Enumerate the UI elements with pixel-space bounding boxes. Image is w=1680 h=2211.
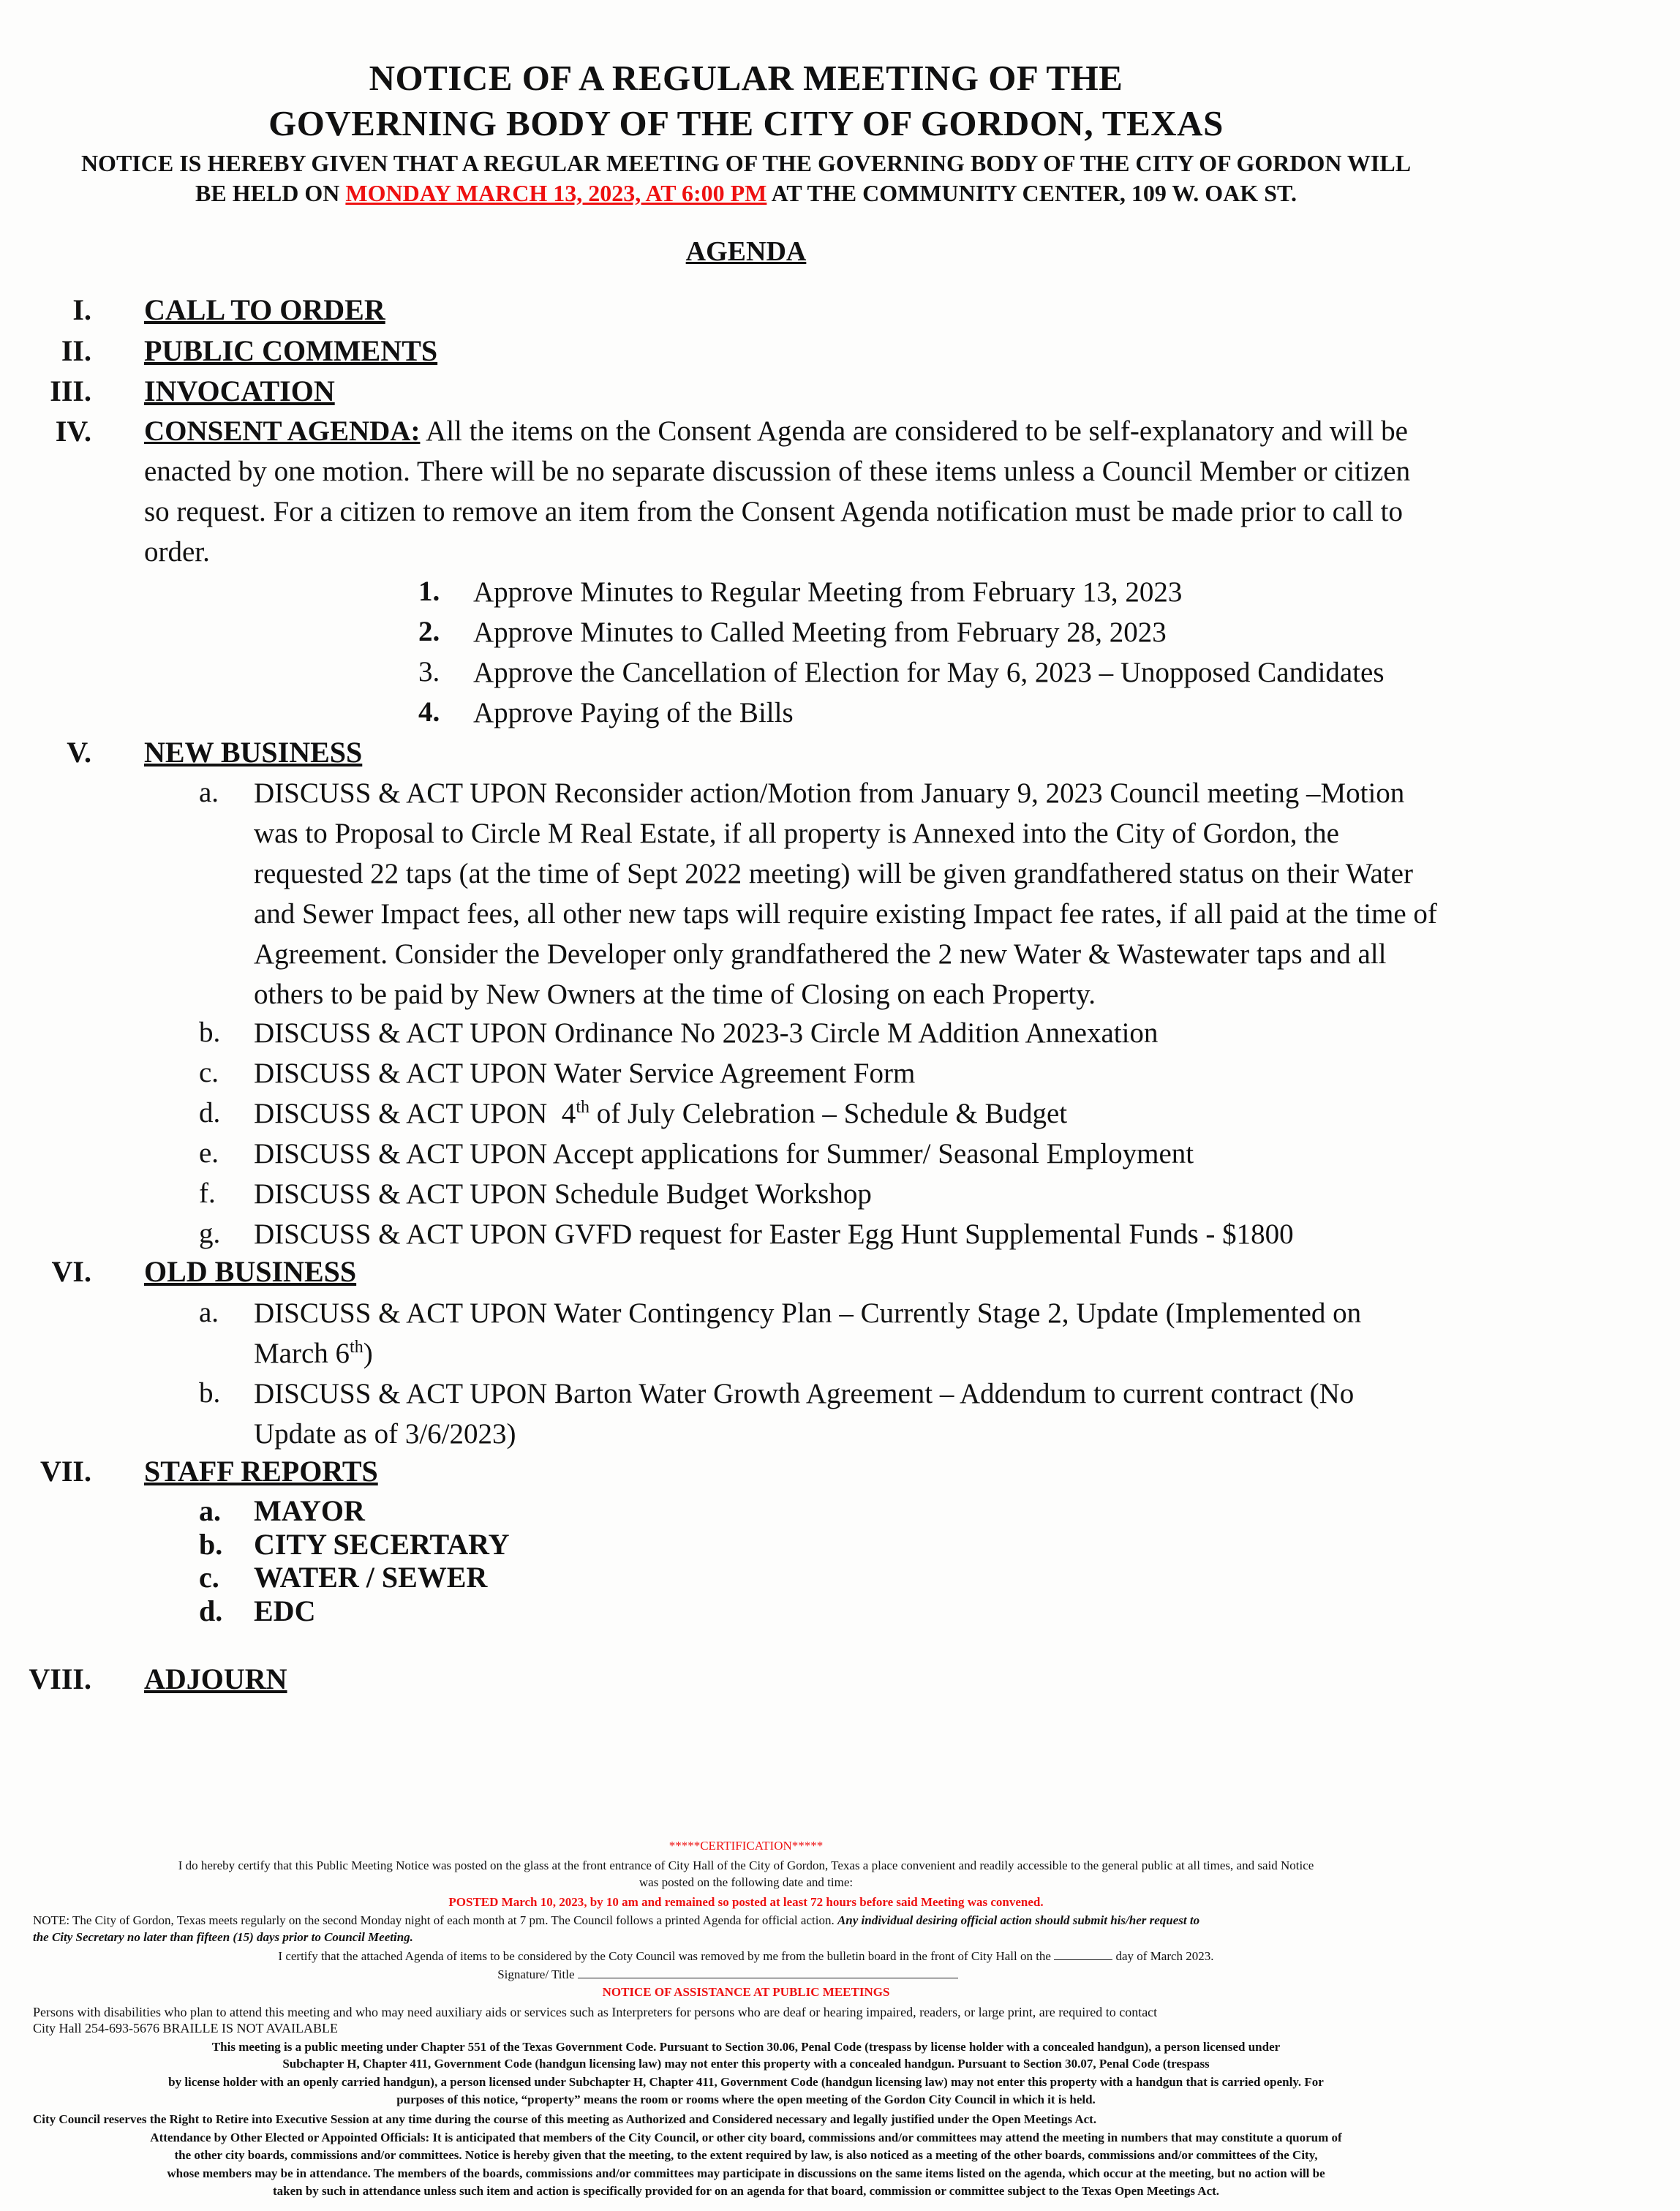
- attendance-line-4: taken by such in attendance unless such item and action is specifically provided for on an agenda for that board, commission or committee subject to the Texas Open Meetings Act.: [272, 2184, 1220, 2198]
- new-business-item-b: DISCUSS & ACT UPON Ordinance No 2023-3 Circle M Addition Annexation: [254, 1017, 1159, 1049]
- consent-item-2: Approve Minutes to Called Meeting from February 28, 2023: [473, 617, 1167, 648]
- section-old-business: OLD BUSINESS: [144, 1255, 357, 1288]
- section-staff-reports: STAFF REPORTS: [144, 1455, 378, 1488]
- attendance-line-2: the other city boards, commissions and/or committees. Notice is hereby given that the meeting, to the extent required by law, is also noticed as a meeting of the other boards, commissions and/or committees of the City,: [174, 2148, 1318, 2162]
- assistance-line-2: City Hall 254-693-5676 BRAILLE IS NOT AVAILABLE: [33, 2021, 338, 2035]
- meeting-date: MONDAY MARCH 13, 2023, AT 6:00 PM: [345, 180, 767, 206]
- day-blank: [1054, 1949, 1112, 1960]
- staff-letter-b: b.: [199, 1528, 223, 1561]
- signature-blank: [578, 1966, 958, 1978]
- legal-line-4: purposes of this notice, “property” means the room or rooms where the open meeting of the Gordon City Council in which it is held.: [396, 2093, 1096, 2106]
- title-line-2: GOVERNING BODY OF THE CITY OF GORDON, TEXAS: [268, 103, 1224, 143]
- staff-report-mayor: MAYOR: [254, 1494, 365, 1527]
- consent-line-3: so request. For a citizen to remove an item from the Consent Agenda notification must be made prior to call to: [144, 496, 1403, 527]
- section-call-to-order: CALL TO ORDER: [144, 293, 385, 326]
- notice-suffix: AT THE COMMUNITY CENTER, 109 W. OAK ST.: [766, 180, 1297, 206]
- staff-letter-c: c.: [199, 1561, 219, 1594]
- staff-report-water-sewer: WATER / SEWER: [254, 1561, 488, 1594]
- certification-title: *****CERTIFICATION*****: [668, 1839, 824, 1853]
- consent-item-1: Approve Minutes to Regular Meeting from February 13, 2023: [473, 576, 1183, 608]
- attendance-line-1: Attendance by Other Elected or Appointed Officials: It is anticipated that members of the City Council, or other city board, commissions and/or committees may attend the meeting in numbers that may constitute a quorum of: [150, 2131, 1342, 2144]
- old-business-letter-a: a.: [199, 1297, 219, 1328]
- section-num-8: VIII.: [29, 1662, 91, 1695]
- consent-line-4: order.: [144, 536, 210, 568]
- consent-line-1: CONSENT AGENDA: All the items on the Consent Agenda are considered to be self-explanatory and will be: [144, 415, 1408, 447]
- new-business-letter-c: c.: [199, 1057, 219, 1088]
- posted-statement: POSTED March 10, 2023, by 10 am and remained so posted at least 72 hours before said Meeting was convened.: [448, 1895, 1044, 1909]
- removal-certification: I certify that the attached Agenda of items to be considered by the Coty Council was removed by me from the bulletin board in the front of City Hall on the day of March 2023.: [278, 1949, 1214, 1963]
- section-public-comments: PUBLIC COMMENTS: [144, 334, 438, 367]
- section-adjourn: ADJOURN: [144, 1662, 287, 1695]
- staff-report-edc: EDC: [254, 1594, 316, 1627]
- consent-paragraph: [144, 411, 1519, 572]
- new-business-letter-f: f.: [199, 1178, 216, 1209]
- legal-line-1: This meeting is a public meeting under Chapter 551 of the Texas Government Code. Pursuant to Section 30.06, Penal Code (trespass by license holder with a concealed handgun), a person licensed under: [211, 2040, 1281, 2054]
- section-num-2: II.: [61, 334, 91, 367]
- staff-letter-a: a.: [199, 1494, 221, 1527]
- new-business-item-g: DISCUSS & ACT UPON GVFD request for Easter Egg Hunt Supplemental Funds - $1800: [254, 1219, 1294, 1250]
- consent-item-num-2: 2.: [418, 616, 440, 647]
- notice-line-2: [0, 178, 1492, 208]
- section-num-6: VI.: [51, 1255, 91, 1288]
- note-line-1: NOTE: The City of Gordon, Texas meets regularly on the second Monday night of each month at 7 pm. The Council follows a printed Agenda for official action. Any individual desiring official action should submit his/her request to: [33, 1913, 1200, 1927]
- staff-letter-d: d.: [199, 1594, 223, 1627]
- executive-session: City Council reserves the Right to Retire into Executive Session at any time during the course of this meeting as Authorized and Considered necessary and legally justified under the Open Meetings Act.: [33, 2112, 1097, 2126]
- section-num-7: VII.: [39, 1455, 91, 1488]
- certification-line-2: was posted on the following date and time:: [639, 1875, 854, 1889]
- legal-line-2: Subchapter H, Chapter 411, Government Code (handgun licensing law) may not enter this property with a concealed handgun. Pursuant to Section 30.07, Penal Code (trespass: [282, 2057, 1210, 2071]
- assistance-title: NOTICE OF ASSISTANCE AT PUBLIC MEETINGS: [602, 1985, 890, 1999]
- old-business-item-b: DISCUSS & ACT UPON Barton Water Growth Agreement – Addendum to current contract (No Update as of 3/6/2023): [254, 1378, 1355, 1450]
- consent-item-num-3: 3.: [418, 656, 440, 688]
- attendance-line-3: whose members may be in attendance. The members of the boards, commissions and/or committees may participate in discussions on the same items listed on the agenda, which occur at the meeting, but no action will be: [167, 2166, 1325, 2180]
- new-business-item-c: DISCUSS & ACT UPON Water Service Agreement Form: [254, 1058, 916, 1089]
- notice-line-1: NOTICE IS HEREBY GIVEN THAT A REGULAR MEETING OF THE GOVERNING BODY OF THE CITY OF GORDON WILL: [80, 150, 1412, 176]
- new-business-item-a: DISCUSS & ACT UPON Reconsider action/Motion from January 9, 2023 Council meeting –Motion was to Proposal to Circle M Real Estate, if all property is Annexed into the City of Gordon, the requested 22 taps (at the time of Sept 2022 meeting) will be given grandfathered status on their Water and Sewer Impact fees, all other new taps will require existing Impact fee rates, if all paid at the time of Agreement. Consider the Developer only grandfathered the 2 new Water & Wastewater taps and all others to be paid by New Owners at the time of Closing on each Property.: [254, 777, 1437, 1010]
- new-business-letter-b: b.: [199, 1017, 221, 1048]
- new-business-item-f: DISCUSS & ACT UPON Schedule Budget Workshop: [254, 1178, 872, 1210]
- new-business-item-d: DISCUSS & ACT UPON 4th of July Celebration – Schedule & Budget: [254, 1098, 1068, 1129]
- notice-prefix: BE HELD ON: [195, 180, 346, 206]
- consent-item-num-1: 1.: [418, 576, 440, 607]
- section-num-4: IV.: [55, 415, 91, 448]
- staff-report-city-secretary: CITY SECERTARY: [254, 1528, 510, 1561]
- section-consent-agenda: CONSENT AGENDA:: [144, 415, 421, 447]
- section-num-5: V.: [67, 736, 91, 769]
- section-new-business: NEW BUSINESS: [144, 736, 363, 769]
- consent-item-3: Approve the Cancellation of Election for May 6, 2023 – Unopposed Candidates: [473, 657, 1385, 688]
- note-line-2: the City Secretary no later than fifteen (15) days prior to Council Meeting.: [33, 1930, 413, 1944]
- section-num-1: I.: [72, 293, 91, 326]
- old-business-item-a: DISCUSS & ACT UPON Water Contingency Plan – Currently Stage 2, Update (Implemented on March 6th): [254, 1297, 1362, 1369]
- new-business-letter-g: g.: [199, 1218, 221, 1249]
- legal-line-3: by license holder with an openly carried handgun), a person licensed under Subchapter H, Chapter 411, Government Code (handgun licensing law) may not enter this property with a handgun that is carried openly. For: [168, 2075, 1324, 2089]
- section-num-3: III.: [50, 374, 91, 407]
- title-line-1: NOTICE OF A REGULAR MEETING OF THE: [369, 58, 1123, 98]
- signature-line: Signature/ Title: [0, 1966, 1474, 1983]
- section-invocation: INVOCATION: [144, 374, 335, 407]
- agenda-title: AGENDA: [685, 236, 807, 267]
- new-business-letter-a: a.: [199, 777, 219, 808]
- consent-item-4: Approve Paying of the Bills: [473, 697, 794, 728]
- old-business-letter-b: b.: [199, 1377, 221, 1409]
- new-business-letter-e: e.: [199, 1137, 219, 1169]
- consent-line-2: enacted by one motion. There will be no separate discussion of these items unless a Council Member or citizen: [144, 456, 1411, 487]
- consent-item-num-4: 4.: [418, 696, 440, 728]
- new-business-letter-d: d.: [199, 1097, 221, 1129]
- assistance-line-1: Persons with disabilities who plan to attend this meeting and who may need auxiliary aids or services such as Interpreters for persons who are deaf or hearing impaired, readers, or large print, are required to contact: [33, 2005, 1158, 2019]
- certification-line-1: I do hereby certify that this Public Meeting Notice was posted on the glass at the front entrance of City Hall of the City of Gordon, Texas a place convenient and readily accessible to the general public at all times, and said Notice: [178, 1858, 1314, 1872]
- new-business-item-e: DISCUSS & ACT UPON Accept applications for Summer/ Seasonal Employment: [254, 1138, 1194, 1169]
